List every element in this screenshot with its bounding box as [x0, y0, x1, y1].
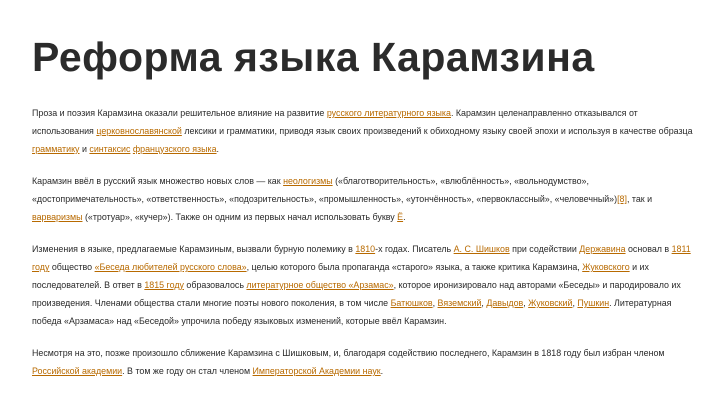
link-russian-academy[interactable]: Российской академии — [32, 366, 123, 376]
link-derzhavin[interactable]: Державина — [579, 244, 626, 254]
text: , которое иронизировало над авторами «Беседы» и пародировало их произведения. Членами общества стали многие поэты нового поколения, в том числе — [32, 280, 681, 308]
text: , — [432, 298, 438, 308]
link-1815[interactable]: 1815 году — [144, 280, 184, 290]
link-barbarisms[interactable]: варваризмы — [32, 212, 83, 222]
link-1811[interactable]: 1811 году — [32, 244, 691, 272]
link-arzamas[interactable]: литературное общество «Арзамас» — [246, 280, 394, 290]
text: («благотворительность», «влюблённость», «вольнодумство», «достопримечательность», «ответственность», «подозрительность», «промышленность», «утончённость», «первоклассный», «человечный») — [32, 176, 618, 204]
text: («тротуар», «кучер»). Также он одним из первых начал использовать букву — [82, 212, 398, 222]
text: , — [523, 298, 529, 308]
link-batyushkov[interactable]: Батюшков — [390, 298, 433, 308]
text: . Литературная победа «Арзамаса» над «Беседой» упрочила победу языковых изменений, которые ввёл Карамзин. — [32, 298, 672, 326]
footnote-link[interactable]: [8] — [617, 194, 627, 204]
paragraph-1 — [32, 104, 696, 158]
link-davydov[interactable]: Давыдов — [486, 298, 524, 308]
link-russian-literary-language[interactable]: русского литературного языка — [326, 108, 451, 118]
text: лексики и грамматики, приводя язык своих произведений к обиходному языку своей эпохи и используя в качестве образца — [181, 126, 693, 136]
link-zhukovsky-2[interactable]: Жуковский — [528, 298, 573, 308]
link-church-slavonic[interactable]: церковнославянской — [96, 126, 182, 136]
link-pushkin[interactable]: Пушкин — [577, 298, 610, 308]
paragraph-3 — [32, 240, 696, 330]
link-grammar[interactable]: грамматику — [32, 144, 80, 154]
link-zhukovsky[interactable]: Жуковского — [582, 262, 630, 272]
text: . В том же году он стал членом — [122, 366, 253, 376]
link-beseda[interactable]: «Беседа любителей русского слова» — [94, 262, 247, 272]
text: Изменения в языке, предлагаемые Карамзиным, вызвали бурную полемику в — [32, 244, 356, 254]
link-letter-yo[interactable]: Ё — [397, 212, 404, 222]
text: Несмотря на это, позже произошло сближение Карамзина с Шишковым, и, благодаря содействию последнего, Карамзин в 1818 году был избран членом — [32, 348, 665, 358]
text: и — [79, 144, 90, 154]
article-body — [32, 104, 696, 394]
link-syntax[interactable]: синтаксис — [89, 144, 131, 154]
text: , — [572, 298, 578, 308]
text: , — [481, 298, 487, 308]
text: при содействии — [509, 244, 580, 254]
text: . Карамзин целенаправленно отказывался от использования — [32, 108, 638, 136]
text: . — [380, 366, 384, 376]
link-vyazemsky[interactable]: Вяземский — [437, 298, 482, 308]
text: . — [403, 212, 406, 222]
text: , целью которого была пропаганда «старого» языка, а также критика Карамзина, — [246, 262, 583, 272]
page-title: Реформа языка Карамзина — [32, 34, 595, 80]
text: Карамзин ввёл в русский язык множество новых слов — как — [32, 176, 284, 186]
text: и их последователей. В ответ в — [32, 262, 649, 290]
text: , так и — [626, 194, 653, 204]
text: основал в — [625, 244, 672, 254]
link-french-language[interactable]: французского языка — [132, 144, 217, 154]
text: общество — [49, 262, 95, 272]
text: . — [216, 144, 219, 154]
text: Проза и поэзия Карамзина оказали решительное влияние на развитие — [32, 108, 327, 118]
paragraph-2 — [32, 172, 696, 226]
link-imperial-academy[interactable]: Императорской Академии наук — [252, 366, 381, 376]
paragraph-4 — [32, 344, 696, 380]
text: -х годах. Писатель — [375, 244, 454, 254]
link-1810[interactable]: 1810 — [355, 244, 376, 254]
link-shishkov[interactable]: А. С. Шишков — [453, 244, 510, 254]
link-neologisms[interactable]: неологизмы — [283, 176, 333, 186]
text: образовалось — [183, 280, 247, 290]
